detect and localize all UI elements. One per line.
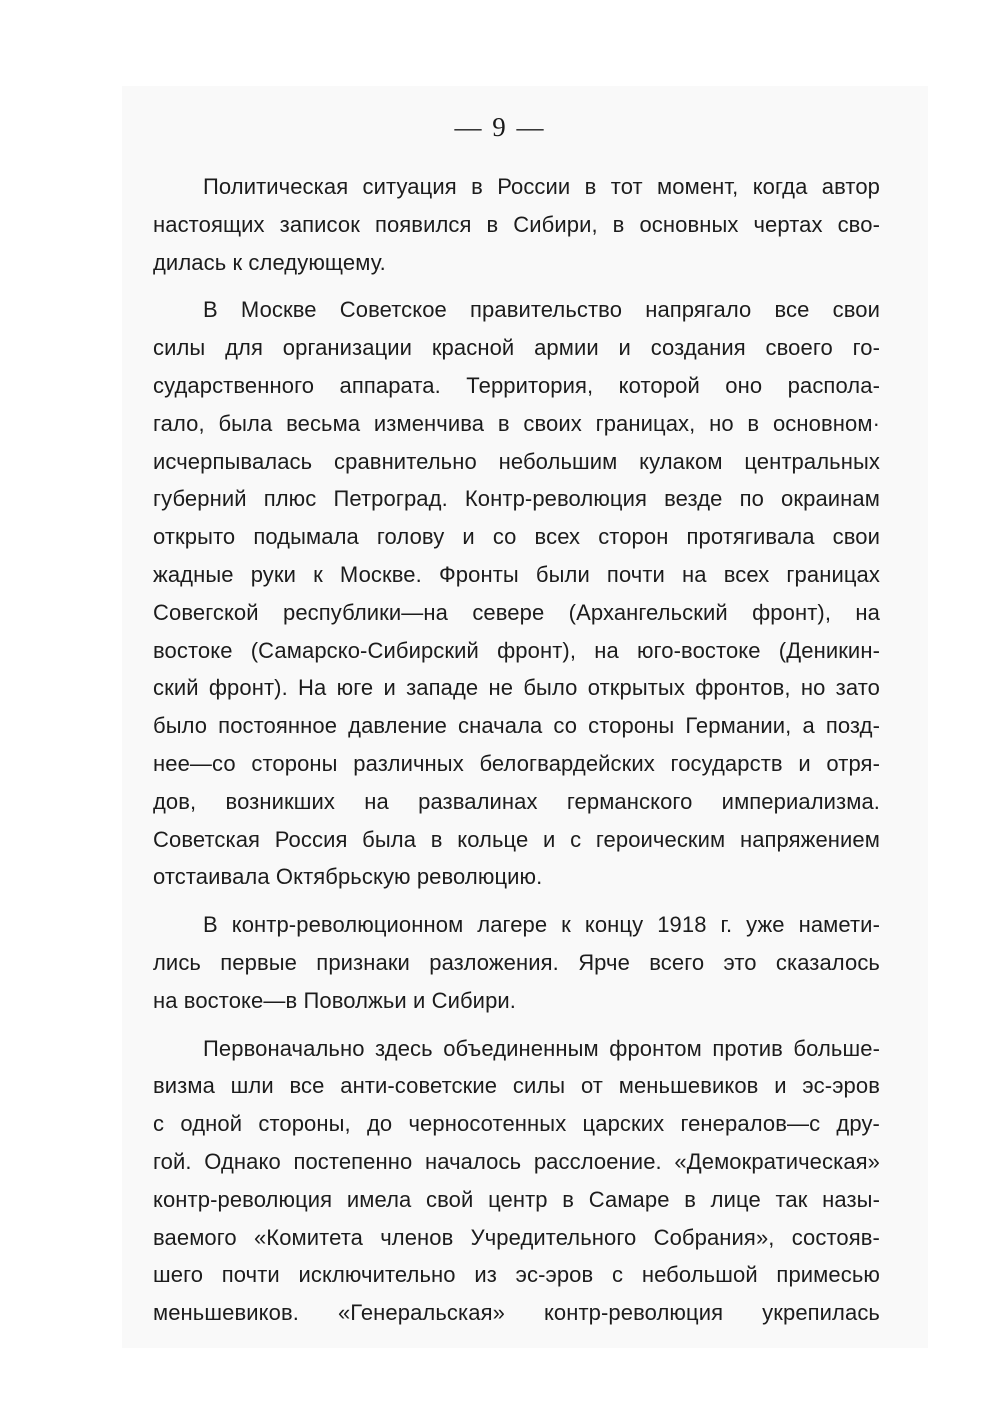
text-line: открыто подымала голову и со всех сторон протягивала свои [153,524,880,550]
text-line: гало, была весьма изменчива в своих границах, но в основном· [153,410,880,436]
text-line: Политическая ситуация в России в тот момент, когда автор [203,174,880,199]
text-line: шего почти исключительно из эс-эров с небольшой примесью [153,1262,880,1288]
text-line: В контр-революционном лагере к концу 1918 г. уже намети- [203,912,880,938]
text-line: с одной стороны, до черносотенных царских генералов—с дру- [153,1111,880,1137]
text-line: В Москве Советское правительство напрягало все свои [203,297,880,323]
paragraph-3 [153,906,880,1019]
text-line: силы для организации красной армии и создания своего го- [153,335,880,361]
text-line: гой. Однако постепенно началось расслоение. «Демократическая» [153,1148,880,1174]
text-line: лись первые признаки разложения. Ярче всего это сказалось [153,949,880,975]
text-line: контр-революция имела свой центр в Самаре в лице так назы- [153,1186,880,1212]
text-line: было постоянное давление сначала со стороны Германии, а позд- [153,713,880,739]
text-line: дилась к следующему. [153,249,386,275]
text-line: дов, возникших на развалинах германского империализма. [153,788,880,814]
text-line: ваемого «Комитета членов Учредительного Собрания», состояв- [153,1224,880,1250]
text-line: настоящих записок появился в Сибири, в основных чертах сво- [153,211,880,237]
paragraph-2 [153,291,880,896]
text-line: ский фронт). На юге и западе не было открытых фронтов, но зато [153,675,880,701]
text-line: губерний плюс Петроград. Контр-революция везде по окраинам [153,486,880,512]
text-line: Советская Россия была в кольце и с героическим напряжением [153,826,880,852]
text-line: меньшевиков. «Генеральская» контр-революция укрепилась [153,1300,880,1326]
text-line: визма шли все анти-советские силы от меньшевиков и эс-эров [153,1073,880,1099]
text-line: на востоке—в Поволжьи и Сибири. [153,987,517,1013]
page-number: — 9 — [454,112,546,142]
text-line: востоке (Самарско-Сибирский фронт), на юго-востоке (Деникин- [153,637,880,663]
text-line: отстаивала Октябрьскую революцию. [153,864,543,890]
body-text [153,168,880,1342]
text-line: исчерпывалась сравнительно небольшим кулаком центральных [153,448,880,474]
paragraph-4 [153,1030,880,1332]
text-line: Совегской республики—на севере (Архангельский фронт), на [153,599,880,625]
text-line: нее—со стороны различных белогвардейских государств и отря- [153,750,880,776]
text-line: Первоначально здесь объединенным фронтом против больше- [203,1035,880,1061]
text-line: сударственного аппарата. Территория, которой оно распола- [153,372,880,398]
paragraph-1 [153,168,880,281]
text-line: жадные руки к Москве. Фронты были почти на всех границах [153,561,880,587]
